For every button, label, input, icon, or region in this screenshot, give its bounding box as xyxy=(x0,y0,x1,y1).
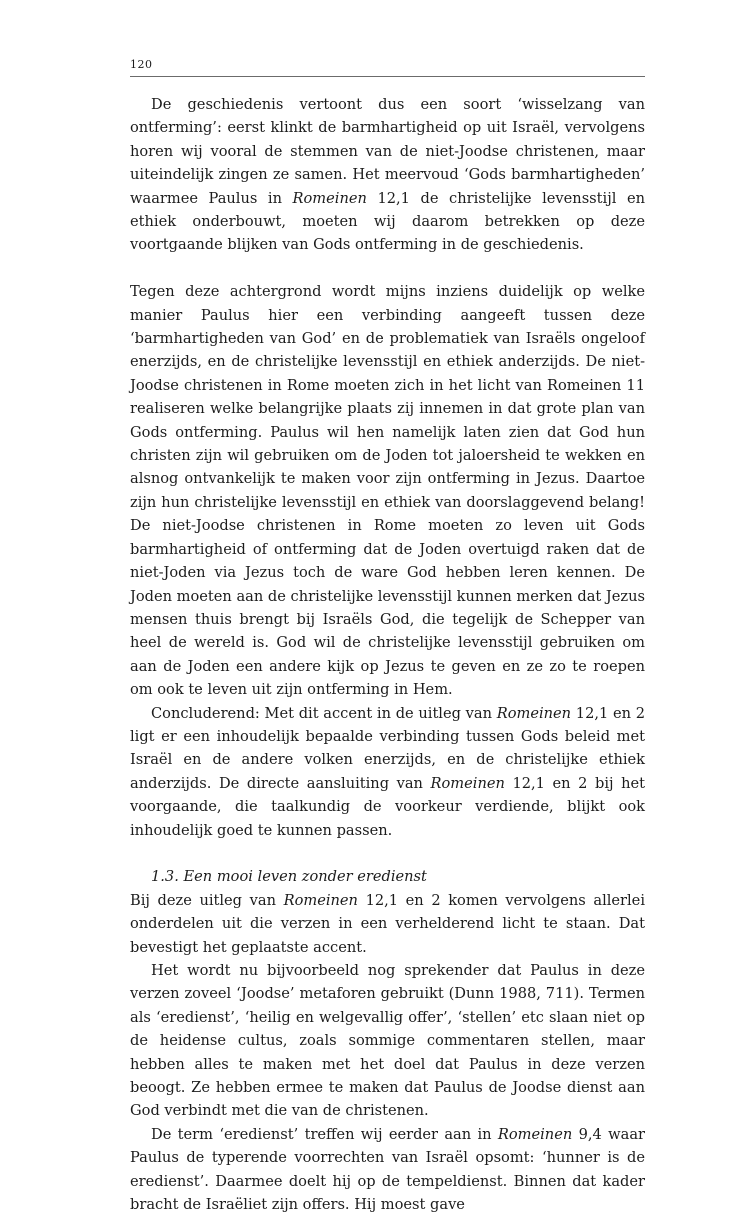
paragraph: De term ‘eredienst’ treffen wij eerder aan in Romeinen 9,4 waar Paulus de typerende voorrechten van Israël opsomt: ‘hunner is de eredienst’. Daarmee doelt hij op de tempeldienst. Binnen dat kader bracht de Israëliet zijn offers. Hij moest gave xyxy=(130,1125,645,1214)
book-reference: Romeinen xyxy=(283,891,358,909)
book-reference: Romeinen xyxy=(496,704,572,722)
section-title: Een mooi leven zonder eredienst xyxy=(183,868,427,886)
book-reference: Romeinen xyxy=(292,189,367,207)
body-text xyxy=(130,93,645,1216)
section-number: 1.3. xyxy=(151,868,179,886)
paragraph: Tegen deze achtergrond wordt mijns inziens duidelijk op welke manier Paulus hier een verbinding aangeeft tussen deze ‘barmhartigheden van God’ en de problematiek van Israëls ongeloof enerzijds, en de christelijke levensstijl en ethiek anderzijds. De niet-Joodse christenen in Rome moeten zich in het licht van Romeinen 11 realiseren welke belangrijke plaats zij innemen in dat grote plan van Gods ontferming. Paulus wil hen namelijk laten zien dat God hun christen zijn wil gebruiken om de Joden tot jaloersheid te wekken en alsnog ontvankelijk te maken voor zijn ontferming in Jezus. Daartoe zijn hun christelijke levensstijl en ethiek van doorslaggevend belang! De niet-Joodse christenen in Rome moeten zo leven uit Gods barmhartigheid of ontferming dat de Joden overtuigd raken dat de niet-Joden via Jezus toch de ware God hebben leren kennen. De Joden moeten aan de christelijke levensstijl kunnen merken dat Jezus mensen thuis brengt bij Israëls God, die tegelijk de Schepper van heel de wereld is. God wil de christelijke levensstijl gebruiken om aan de Joden een andere kijk op Jezus te geven en ze zo te roepen om ook te leven uit zijn ontferming in Hem. xyxy=(130,283,645,699)
section-heading xyxy=(130,865,645,888)
paragraph: De geschiedenis vertoont dus een soort ‘wisselzang van ontferming’: eerst klinkt de barmhartigheid op uit Israël, vervolgens horen wij vooral de stemmen van de niet-Joodse christenen, maar uiteindelijk zingen ze samen. Het meervoud ‘Gods barmhartigheden’ waarmee Paulus in Romeinen 12,1 de christelijke levensstijl en ethiek onderbouwt, moeten wij daarom betrekken op deze voortgaande blijken van Gods ontferming in de geschiedenis. xyxy=(130,96,645,254)
page-number: 120 xyxy=(130,58,645,77)
book-reference: Romeinen xyxy=(430,774,505,792)
book-page xyxy=(130,58,645,1216)
paragraph: Bij deze uitleg van Romeinen 12,1 en 2 komen vervolgens allerlei onderdelen uit die verzen in een verhelderend licht te staan. Dat bevestigt het geplaatste accent. xyxy=(130,891,645,956)
paragraph: Het wordt nu bijvoorbeeld nog sprekender dat Paulus in deze verzen zoveel ‘Joodse’ metaforen gebruikt (Dunn 1988, 711). Termen als ‘eredienst’, ‘heilig en welgevallig offer’, ‘stellen’ etc slaan niet op de heidense cultus, zoals sommige commentaren stellen, maar hebben alles te maken met het doel dat Paulus in deze verzen beoogt. Ze hebben ermee te maken dat Paulus de Joodse dienst aan God verbindt met die van de christenen. xyxy=(130,962,645,1120)
book-reference: Romeinen xyxy=(497,1125,573,1143)
paragraph: Concluderend: Met dit accent in de uitleg van Romeinen 12,1 en 2 ligt er een inhoudelijk bepaalde verbinding tussen Gods beleid met Israël en de andere volken enerzijds, en de christelijke ethiek anderzijds. De directe aansluiting van Romeinen 12,1 en 2 bij het voorgaande, die taalkundig de voorkeur verdiende, blijkt ook inhoudelijk goed te kunnen passen. xyxy=(130,704,646,839)
